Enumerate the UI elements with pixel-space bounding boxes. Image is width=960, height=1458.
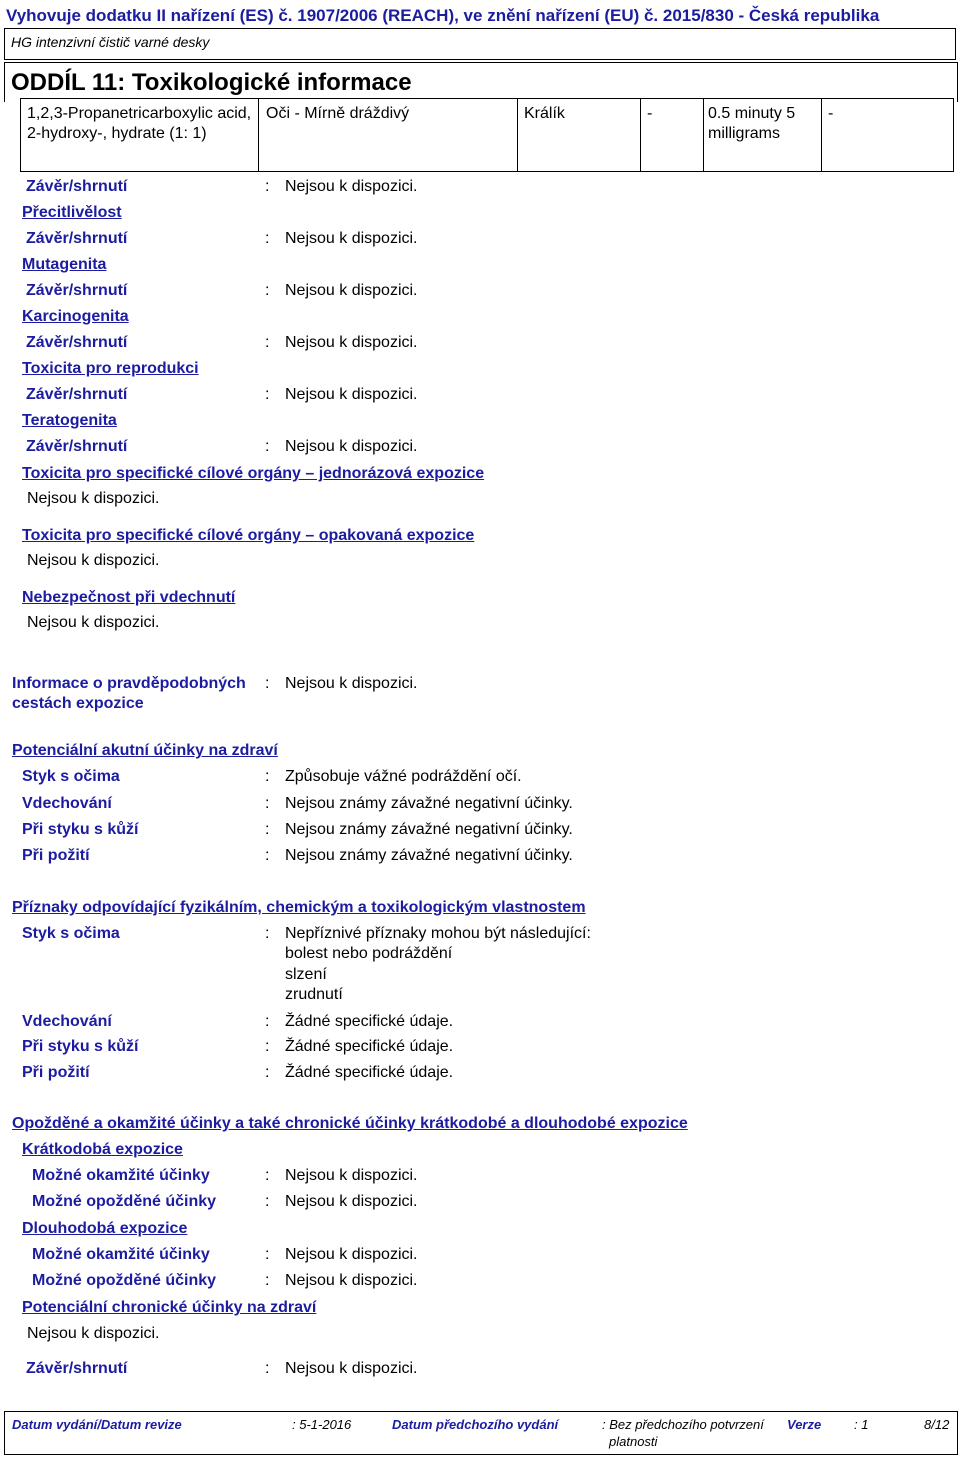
summary-value: Nejsou k dispozici. xyxy=(285,1360,418,1377)
summary-label: Závěr/shrnutí xyxy=(26,282,128,299)
colon: : xyxy=(265,768,270,785)
symptom-line: slzení xyxy=(285,966,327,983)
colon: : xyxy=(265,282,270,299)
table-divider xyxy=(517,98,518,172)
route-value: Nejsou známy závažné negativní účinky. xyxy=(285,795,573,812)
colon: : xyxy=(265,1272,270,1289)
heading-mutagenicity: Mutagenita xyxy=(22,256,107,273)
effect-value: Nejsou k dispozici. xyxy=(285,1272,418,1289)
table-divider xyxy=(703,98,704,172)
stot-repeated-value: Nejsou k dispozici. xyxy=(27,552,160,569)
summary-label: Závěr/shrnutí xyxy=(26,386,128,403)
table-divider xyxy=(258,98,259,172)
table-cell-score: - xyxy=(647,105,653,122)
summary-label: Závěr/shrnutí xyxy=(26,230,128,247)
colon: : xyxy=(265,334,270,351)
effect-label: Možné okamžité účinky xyxy=(32,1246,210,1263)
exposure-routes-label: Informace o pravděpodobných cestách expozice xyxy=(12,675,246,712)
footer-version-value: : 1 xyxy=(854,1417,869,1432)
route-label: Při styku s kůží xyxy=(22,1038,139,1055)
colon: : xyxy=(265,1013,270,1030)
route-label: Styk s očima xyxy=(22,768,120,785)
product-name: HG intenzivní čistič varné desky xyxy=(11,34,210,50)
colon: : xyxy=(265,386,270,403)
footer-version-label: Verze xyxy=(787,1417,822,1432)
route-label: Při styku s kůží xyxy=(22,821,139,838)
route-label: Vdechování xyxy=(22,1013,112,1030)
route-value: Nejsou známy závažné negativní účinky. xyxy=(285,847,573,864)
table-cell-substance: 1,2,3-Propanetricarboxylic acid, 2-hydroxy-, hydrate (1: 1) xyxy=(27,105,252,142)
summary-label: Závěr/shrnutí xyxy=(26,334,128,351)
effect-label: Možné opožděné účinky xyxy=(32,1193,217,1210)
heading-teratogenicity: Teratogenita xyxy=(22,412,117,429)
colon: : xyxy=(265,1193,270,1210)
footer-issue-label: Datum vydání/Datum revize xyxy=(12,1417,182,1432)
route-label: Vdechování xyxy=(22,795,112,812)
route-value: Nejsou známy závažné negativní účinky. xyxy=(285,821,573,838)
section-title: ODDÍL 11: Toxikologické informace xyxy=(11,69,412,96)
table-cell-result: Oči - Mírně dráždivý xyxy=(266,105,410,122)
colon: : xyxy=(265,230,270,247)
route-label: Při požití xyxy=(22,847,90,864)
colon: : xyxy=(265,795,270,812)
table-divider xyxy=(640,98,641,172)
route-label: Styk s očima xyxy=(22,925,120,942)
symptom-line: bolest nebo podráždění xyxy=(285,945,453,962)
summary-value: Nejsou k dispozici. xyxy=(285,438,418,455)
colon: : xyxy=(265,1246,270,1263)
route-value: Způsobuje vážné podráždění očí. xyxy=(285,768,522,785)
heading-sensitization: Přecitlivělost xyxy=(22,204,122,221)
effect-label: Možné opožděné účinky xyxy=(32,1272,217,1289)
colon: : xyxy=(265,438,270,455)
footer-issue-value: : 5-1-2016 xyxy=(292,1417,352,1432)
effect-value: Nejsou k dispozici. xyxy=(285,1193,418,1210)
footer-prev-value: : Bez předchozího potvrzení xyxy=(602,1417,764,1432)
colon: : xyxy=(265,821,270,838)
colon: : xyxy=(265,925,270,942)
footer-prev-value-cont: platnosti xyxy=(609,1434,658,1449)
footer-page-number: 8/12 xyxy=(924,1417,950,1432)
summary-value: Nejsou k dispozici. xyxy=(285,386,418,403)
summary-label: Závěr/shrnutí xyxy=(26,178,128,195)
colon: : xyxy=(265,1360,270,1377)
table-cell-observation: - xyxy=(828,105,834,122)
heading-long-term: Dlouhodobá expozice xyxy=(22,1220,188,1237)
summary-value: Nejsou k dispozici. xyxy=(285,178,418,195)
chronic-value: Nejsou k dispozici. xyxy=(27,1325,160,1342)
symptom-line: zrudnutí xyxy=(285,986,343,1003)
effect-label: Možné okamžité účinky xyxy=(32,1167,210,1184)
stot-single-value: Nejsou k dispozici. xyxy=(27,490,160,507)
heading-reproductive-toxicity: Toxicita pro reprodukci xyxy=(22,360,199,377)
footer-prev-label: Datum předchozího vydání xyxy=(392,1417,559,1432)
document-header-title: Vyhovuje dodatku II nařízení (ES) č. 1907/2006 (REACH), ve znění nařízení (EU) č. 2015/830 - Česká republika xyxy=(6,6,880,25)
colon: : xyxy=(265,675,270,692)
heading-delayed-effects: Opožděné a okamžité účinky a také chronické účinky krátkodobé a dlouhodobé expozice xyxy=(12,1115,688,1132)
colon: : xyxy=(265,1038,270,1055)
colon: : xyxy=(265,1064,270,1081)
summary-value: Nejsou k dispozici. xyxy=(285,230,418,247)
route-value: Žádné specifické údaje. xyxy=(285,1038,454,1055)
heading-stot-repeated: Toxicita pro specifické cílové orgány – opakovaná expozice xyxy=(22,527,475,544)
route-value: Žádné specifické údaje. xyxy=(285,1013,454,1030)
summary-label: Závěr/shrnutí xyxy=(26,1360,128,1377)
table-cell-exposure: 0.5 minuty 5 milligrams xyxy=(708,105,796,142)
table-divider xyxy=(821,98,822,172)
heading-short-term: Krátkodobá expozice xyxy=(22,1141,183,1158)
table-cell-species: Králík xyxy=(524,105,565,122)
heading-symptoms: Příznaky odpovídající fyzikálním, chemickým a toxikologickým vlastnostem xyxy=(12,899,586,916)
summary-value: Nejsou k dispozici. xyxy=(285,282,418,299)
symptom-line: Nepříznivé příznaky mohou být následující: xyxy=(285,925,591,942)
route-value: Žádné specifické údaje. xyxy=(285,1064,454,1081)
heading-acute-effects: Potenciální akutní účinky na zdraví xyxy=(12,742,278,759)
heading-aspiration: Nebezpečnost při vdechnutí xyxy=(22,589,236,606)
colon: : xyxy=(265,178,270,195)
aspiration-value: Nejsou k dispozici. xyxy=(27,614,160,631)
summary-value: Nejsou k dispozici. xyxy=(285,334,418,351)
route-label: Při požití xyxy=(22,1064,90,1081)
colon: : xyxy=(265,847,270,864)
summary-label: Závěr/shrnutí xyxy=(26,438,128,455)
heading-chronic-effects: Potenciální chronické účinky na zdraví xyxy=(22,1299,317,1316)
heading-stot-single: Toxicita pro specifické cílové orgány – jednorázová expozice xyxy=(22,465,485,482)
colon: : xyxy=(265,1167,270,1184)
effect-value: Nejsou k dispozici. xyxy=(285,1246,418,1263)
section-title-box xyxy=(4,62,958,102)
heading-carcinogenicity: Karcinogenita xyxy=(22,308,129,325)
footer-box xyxy=(4,1411,958,1455)
exposure-routes-value: Nejsou k dispozici. xyxy=(285,675,418,692)
product-name-box xyxy=(4,28,956,60)
effect-value: Nejsou k dispozici. xyxy=(285,1167,418,1184)
